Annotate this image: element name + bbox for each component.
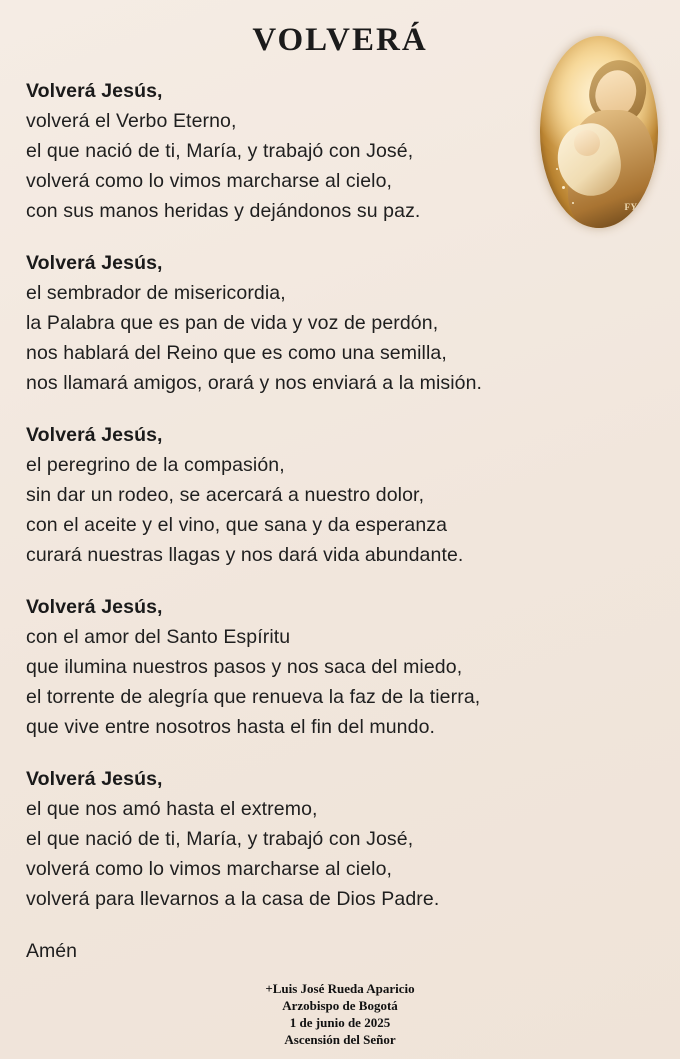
stanza-line: con el amor del Santo Espíritu xyxy=(26,626,291,648)
stanza-line: que ilumina nuestros pasos y nos saca del miedo, xyxy=(26,656,463,678)
stanza-line: curará nuestras llagas y nos dará vida abundante. xyxy=(26,544,464,566)
artist-watermark: FYZ xyxy=(624,202,644,212)
stanza-heading: Volverá Jesús, xyxy=(26,252,163,274)
stanza-line: el peregrino de la compasión, xyxy=(26,454,285,476)
stanza-line: el torrente de alegría que renueva la faz de la tierra, xyxy=(26,686,481,708)
signature-line: Arzobispo de Bogotá xyxy=(282,998,398,1013)
stanza-line: el que nació de ti, María, y trabajó con José, xyxy=(26,828,414,850)
closing-text: Amén xyxy=(26,940,77,962)
signature-line: +Luis José Rueda Aparicio xyxy=(265,981,415,996)
stanza-line: nos llamará amigos, orará y nos enviará a la misión. xyxy=(26,372,483,394)
stanza xyxy=(26,764,638,914)
stanza xyxy=(26,76,638,226)
stanza-line: nos hablará del Reino que es como una semilla, xyxy=(26,342,447,364)
stanza-line: el que nos amó hasta el extremo, xyxy=(26,798,318,820)
stanza-heading: Volverá Jesús, xyxy=(26,80,163,102)
stanza-heading: Volverá Jesús, xyxy=(26,596,163,618)
signature-line: Ascensión del Señor xyxy=(284,1032,396,1047)
stanza-line: volverá para llevarnos a la casa de Dios Padre. xyxy=(26,888,440,910)
page-title: VOLVERÁ xyxy=(252,22,428,58)
signature-line: 1 de junio de 2025 xyxy=(289,1015,391,1030)
stanza-line: volverá como lo vimos marcharse al cielo, xyxy=(26,858,393,880)
stanza-line: el sembrador de misericordia, xyxy=(26,282,286,304)
stanza-line: que vive entre nosotros hasta el fin del mundo. xyxy=(26,716,436,738)
stanza-line: el que nació de ti, María, y trabajó con José, xyxy=(26,140,414,162)
stanza-line: volverá como lo vimos marcharse al cielo, xyxy=(26,170,393,192)
stanza-line: volverá el Verbo Eterno, xyxy=(26,110,237,132)
stanza-heading: Volverá Jesús, xyxy=(26,424,163,446)
stanza xyxy=(26,592,638,742)
stanza-line: sin dar un rodeo, se acercará a nuestro dolor, xyxy=(26,484,425,506)
signature-block xyxy=(0,980,680,1048)
stanza xyxy=(26,420,638,570)
poem-body xyxy=(26,76,638,966)
stanza xyxy=(26,248,638,398)
stanza-line: la Palabra que es pan de vida y voz de perdón, xyxy=(26,312,439,334)
stanza-line: con el aceite y el vino, que sana y da esperanza xyxy=(26,514,448,536)
stanza-heading: Volverá Jesús, xyxy=(26,768,163,790)
stanza-line: con sus manos heridas y dejándonos su paz. xyxy=(26,200,421,222)
